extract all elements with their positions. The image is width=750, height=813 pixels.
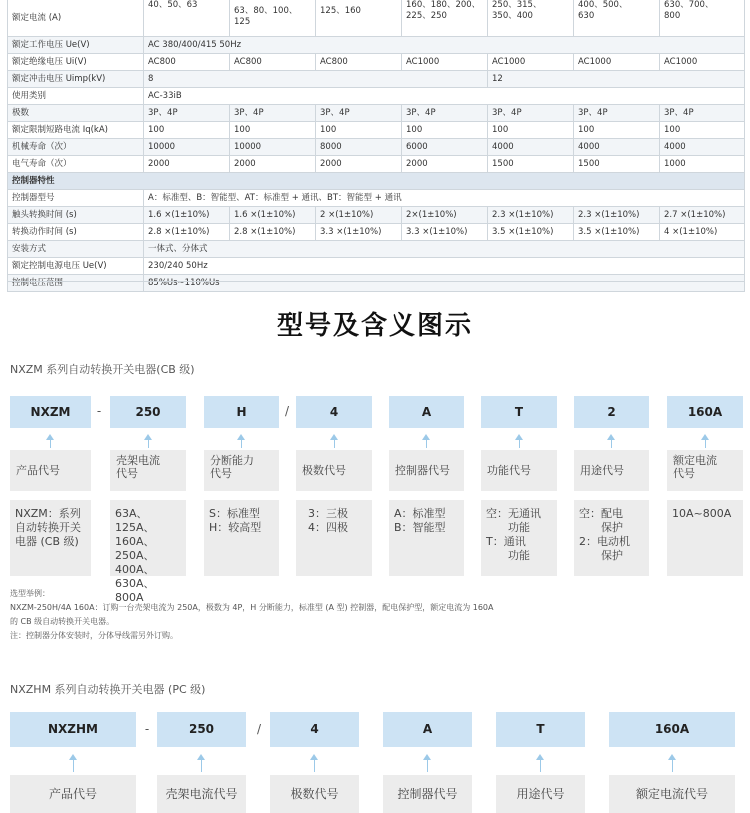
table-bottom-rule [7,281,744,282]
row-label: 机械寿命（次） [8,139,144,156]
table-cell: 2 ×(1±10%) [316,207,402,224]
table-cell: 3P、4P [230,105,316,122]
row-label: 触头转换时间 (s) [8,207,144,224]
cb-desc-controller: A：标准型 B：智能型 [389,500,464,576]
table-cell: 2000 [402,156,488,173]
table-cell: 1.6 ×(1±10%) [230,207,316,224]
pc-separator-dash: - [144,722,150,736]
table-cell: 8000 [316,139,402,156]
table-cell: 一体式、分体式 [144,241,745,258]
note-line: 选型举例： [10,589,50,598]
pc-box-product: NXZHM [10,712,136,747]
cb-desc-breaking: S：标准型 H：较高型 [204,500,279,576]
table-row [8,156,745,173]
pc-series-title: NXZHM 系列自动转换开关电器 (PC 级) [10,683,206,696]
connector-line [73,760,74,772]
row-label: 额定限制短路电流 Iq(kA) [8,122,144,139]
table-cell: 160、180、200、 225、250 [402,0,488,37]
pc-box-current: 160A [609,712,735,747]
table-cell: 3P、4P [660,105,745,122]
table-cell: 3.3 ×(1±10%) [316,224,402,241]
cb-desc-current: 10A~800A [667,500,743,576]
connector-line [201,760,202,772]
table-row [8,0,745,37]
table-cell: 4000 [660,139,745,156]
pc-label-current: 额定电流代号 [609,775,735,813]
cb-box-poles: 4 [296,396,372,428]
table-cell: 630、700、 800 [660,0,745,37]
row-label: 额定控制电源电压 Ue(V) [8,258,144,275]
table-cell: 1500 [574,156,660,173]
table-cell: A：标准型、B：智能型、AT：标准型 + 通讯、BT：智能型 + 通讯 [144,190,745,207]
table-cell: 2.8 ×(1±10%) [144,224,230,241]
cb-label-frame: 壳架电流 代号 [110,450,186,491]
table-cell: 3P、4P [574,105,660,122]
connector-line [148,440,149,448]
table-cell: 250、315、 350、400 [488,0,574,37]
table-cell: 100 [230,122,316,139]
table-cell: 2000 [316,156,402,173]
table-row [8,122,745,139]
cb-label-current: 额定电流 代号 [667,450,743,491]
table-cell: 100 [402,122,488,139]
pc-label-poles: 极数代号 [270,775,359,813]
cb-label-usage: 用途代号 [574,450,649,491]
table-cell: 2.3 ×(1±10%) [574,207,660,224]
table-cell: 125、160 [316,0,402,37]
table-cell: 4000 [574,139,660,156]
cb-box-usage: 2 [574,396,649,428]
connector-line [611,440,612,448]
table-cell: 8 [144,71,488,88]
cb-series-title: NXZM 系列自动转换开关电器(CB 级) [10,363,195,376]
cb-desc-function: 空：无通讯 功能 T：通讯 功能 [481,500,557,576]
table-cell: 2.3 ×(1±10%) [488,207,574,224]
table-row [8,190,745,207]
table-cell: 3P、4P [488,105,574,122]
pc-label-usage: 用途代号 [496,775,585,813]
table-cell: 10000 [144,139,230,156]
cb-desc-poles: 3：三极 4：四极 [296,500,372,576]
cb-label-product: 产品代号 [10,450,91,491]
row-label: 额定电流 (A) [8,0,144,37]
table-cell: AC1000 [660,54,745,71]
row-label: 使用类别 [8,88,144,105]
connector-line [50,440,51,448]
table-cell: AC1000 [488,54,574,71]
table-cell: 3P、4P [402,105,488,122]
cb-label-function: 功能代号 [481,450,557,491]
table-row [8,88,745,105]
table-cell: 2000 [144,156,230,173]
cb-label-controller: 控制器代号 [389,450,464,491]
table-cell: 1500 [488,156,574,173]
cb-box-product: NXZM [10,396,91,428]
table-cell: 12 [488,71,745,88]
table-row [8,207,745,224]
table-cell: 100 [660,122,745,139]
table-cell: 100 [144,122,230,139]
cb-label-poles: 极数代号 [296,450,372,491]
connector-line [519,440,520,448]
table-row [8,139,745,156]
table-cell: 100 [316,122,402,139]
table-row [8,241,745,258]
cb-desc-frame: 63A、125A、 160A、250A、 400A、630A、 800A [110,500,186,576]
pc-label-frame: 壳架电流代号 [157,775,246,813]
connector-line [314,760,315,772]
cb-desc-product: NXZM：系列 自动转换开关 电器 (CB 级) [10,500,91,576]
table-row [8,224,745,241]
connector-line [427,760,428,772]
table-cell: 4 ×(1±10%) [660,224,745,241]
cb-box-breaking: H [204,396,279,428]
table-cell: 3P、4P [144,105,230,122]
table-row [8,105,745,122]
table-cell: 2×(1±10%) [402,207,488,224]
row-label: 极数 [8,105,144,122]
current-value-1: 40、50、63 [148,0,198,10]
table-cell: 230/240 50Hz [144,258,745,275]
table-cell: 4000 [488,139,574,156]
table-row [8,275,745,292]
note-line: 的 CB 级自动转换开关电器。 [10,617,115,626]
page-heading: 型号及含义图示 [276,311,473,341]
row-label: 安装方式 [8,241,144,258]
cb-separator-slash: / [284,404,290,418]
table-cell: 3.3 ×(1±10%) [402,224,488,241]
connector-line [705,440,706,448]
connector-line [241,440,242,448]
table-cell: 63、80、100、125 [230,0,316,37]
connector-line [672,760,673,772]
row-label: 控制电压范围 [8,275,144,292]
section-title: 控制器特性 [8,173,745,190]
row-label: 额定冲击电压 Uimp(kV) [8,71,144,88]
cb-box-frame: 250 [110,396,186,428]
section-header-row [8,173,745,190]
table-cell: 2000 [230,156,316,173]
cb-box-controller: A [389,396,464,428]
note-line: NXZM-250H/4A 160A：订购一台壳架电流为 250A，极数为 4P，H 分断能力，标准型 (A 型) 控制器，配电保护型，额定电流为 160A [10,603,494,612]
note-line: 注：控制器分体安装时，分体导线需另外订购。 [10,631,178,640]
table-cell: AC1000 [402,54,488,71]
cb-separator-dash: - [96,404,102,418]
cb-desc-usage: 空：配电 保护 2：电动机 保护 [574,500,649,576]
row-label: 电气寿命（次） [8,156,144,173]
cb-box-function: T [481,396,557,428]
table-cell: AC 380/400/415 50Hz [144,37,745,54]
table-cell: AC800 [230,54,316,71]
table-cell: 3P、4P [316,105,402,122]
table-cell: 85%Us~110%Us [144,275,745,292]
table-cell: 2.7 ×(1±10%) [660,207,745,224]
table-row [8,37,745,54]
table-cell: 3.5 ×(1±10%) [574,224,660,241]
pc-label-product: 产品代号 [10,775,136,813]
pc-box-frame: 250 [157,712,246,747]
pc-box-poles: 4 [270,712,359,747]
table-cell: AC800 [316,54,402,71]
row-label: 转换动作时间 (s) [8,224,144,241]
connector-line [540,760,541,772]
pc-box-usage: T [496,712,585,747]
table-cell: 100 [488,122,574,139]
table-cell: AC1000 [574,54,660,71]
cb-label-breaking: 分断能力 代号 [204,450,279,491]
table-cell: 2.8 ×(1±10%) [230,224,316,241]
table-row [8,258,745,275]
table-cell: 1.6 ×(1±10%) [144,207,230,224]
table-row [8,54,745,71]
table-cell: AC800 [144,54,230,71]
table-cell [144,0,230,37]
table-cell: 1000 [660,156,745,173]
row-label: 额定绝缘电压 Ui(V) [8,54,144,71]
connector-line [426,440,427,448]
table-cell: 3.5 ×(1±10%) [488,224,574,241]
row-label: 控制器型号 [8,190,144,207]
table-cell: 100 [574,122,660,139]
table-cell: 400、500、 630 [574,0,660,37]
table-row [8,71,745,88]
row-label: 额定工作电压 Ue(V) [8,37,144,54]
spec-table [7,0,745,292]
pc-box-controller: A [383,712,472,747]
table-cell: AC-33iB [144,88,745,105]
cb-box-current: 160A [667,396,743,428]
connector-line [334,440,335,448]
table-cell: 6000 [402,139,488,156]
table-cell: 10000 [230,139,316,156]
pc-label-controller: 控制器代号 [383,775,472,813]
pc-separator-slash: / [256,722,262,736]
